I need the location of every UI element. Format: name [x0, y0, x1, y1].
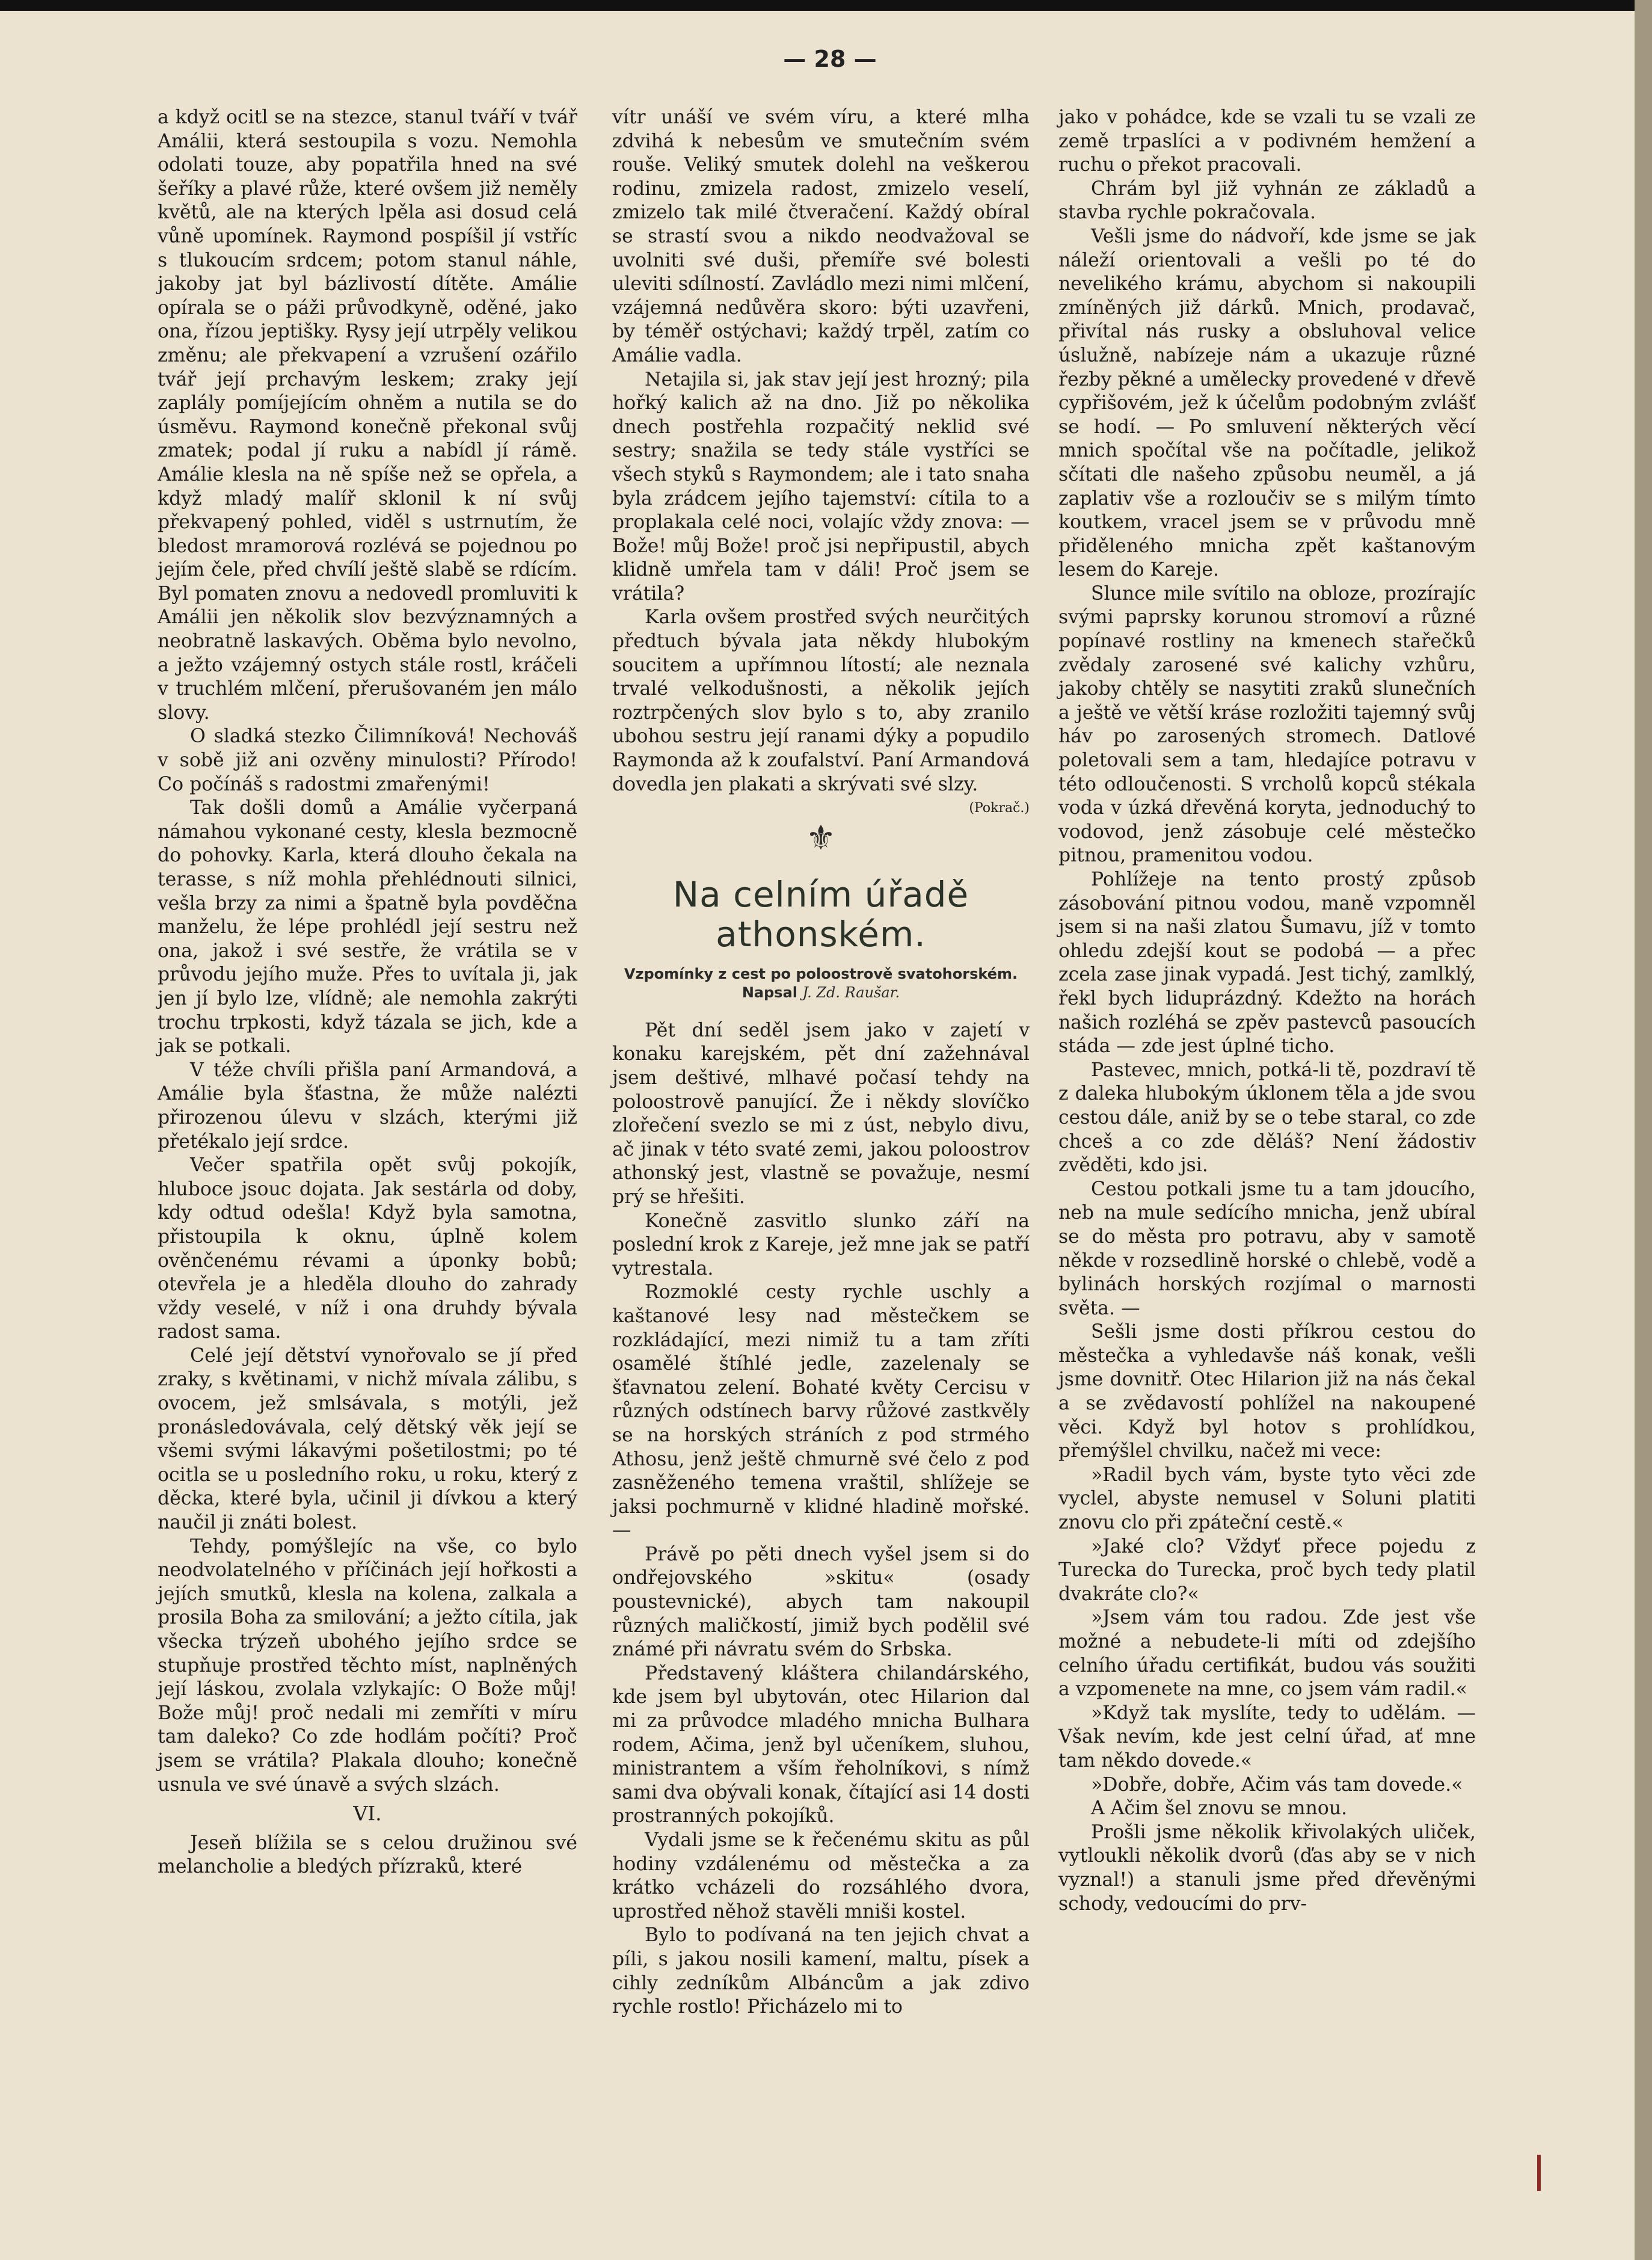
paragraph: Večer spatřila opět svůj pokojík, hluboce jsouc dojata. Jak sestárla od doby, kdy odtud odešla! Když byla samotna, přistoupila k oknu, úplně kolem ověnčenému révami a úponky bobů; otevřela je a hleděla dlouho do zahrady vždy veselé, v níž i ona druhdy bývala radost sama. — [158, 1154, 577, 1343]
scan-right-border — [1635, 0, 1652, 2260]
column-left — [158, 106, 577, 1879]
subtitle-text: Vzpomínky z cest po poloostrově svatohorském. Napsal — [624, 965, 1018, 1001]
paragraph: jako v pohádce, kde se vzali tu se vzali ze země trpaslíci a v podivném hemžení a ruchu o překot pracovali. — [1058, 106, 1476, 176]
author-name: J. Zd. Raušar. — [802, 984, 900, 1001]
paragraph: O sladká stezko Čilimníková! Nechováš v sobě již ani ozvěny minulosti? Přírodo! Co počínáš s radostmi zmařenými! — [158, 725, 577, 795]
paragraph: Bylo to podívaná na ten jejich chvat a píli, s jakou nosili kamení, maltu, písek a cihly zedníkům Albáncům a jak zdivo rychle rostlo! Přicházelo mi to — [612, 1924, 1030, 2018]
to-be-continued: (Pokrač.) — [969, 801, 1030, 816]
section-number: VI. — [353, 1802, 382, 1826]
paragraph: Celé její dětství vynořovalo se jí před zraky, s květinami, v nichž mívala zálibu, s ovocem, jež smlsávala, s motýli, jež pronásledovávala, celý dětský věk její se všemi svými lákavými pošetilostmi; po té ocitla se u posledního roku, u roku, který z děcka, které byla, učinil ji dívkou a který naučil ji znáti bolest. — [158, 1344, 577, 1534]
scan-blemish — [1537, 2155, 1541, 2191]
paragraph: Sešli jsme dosti příkrou cestou do městečka a vyhledavše náš konak, vešli jsme dovnitř. Otec Hilarion již na nás čekal a se zvědavostí pohlížel na nakoupené věci. Když byl hotov s prohlídkou, přemýšlel chvilku, načež mi vece: — [1058, 1321, 1476, 1462]
paragraph: Právě po pěti dnech vyšel jsem si do ondřejovského »skitu« (osady poustevnické), abych tam nakoupil různých maličkostí, jimiž bych podělil své známé při návratu svém do Srbska. — [612, 1543, 1030, 1661]
newspaper-page — [0, 11, 1635, 2260]
paragraph: Tehdy, pomýšlejíc na vše, co bylo neodvolatelného v příčinách její hořkosti a jejích smutků, klesla na kolena, zalkala a prosila Boha za smilování; a ježto cítila, jak všecka trýzeň ubohého jejího srdce se stupňuje prostřed těchto míst, naplněných její láskou, zvolala vzlykajíc: O Bože můj! Bože můj! proč nedali mi zemříti v míru tam daleko? Co zde hodlám počíti? Proč jsem se vrátila? Plakala dlouho; konečně usnula ve své únavě a svých slzách. — [158, 1535, 577, 1796]
fleuron-icon: ⚜ — [805, 819, 837, 858]
column-middle — [612, 106, 1030, 2019]
paragraph: Rozmoklé cesty rychle uschly a kaštanové lesy nad městečkem se rozkládající, mezi nimiž tu a tam zříti osamělé štíhlé jedle, zazelenaly se šťavnatou zelení. Bohaté květy Cercisu v různých odstínech barvy růžové zastkvěly se na horských stráních z pod strmého Athosu, jenž ještě chmurně své čelo z pod zasněženého temena vraštil, shlížeje se jaksi pochmurně v klidné hladině mořské. — — [612, 1281, 1030, 1542]
paragraph: »Jsem vám tou radou. Zde jest vše možné a nebudete-li míti od zdejšího celního úřadu certifikát, budou vás soužiti a vzpomenete na mne, co jsem vám radil.« — [1058, 1607, 1476, 1701]
paragraph: Slunce mile svítilo na obloze, prozírajíc svými paprsky korunou stromoví a různé popínavé rostliny na kmenech stařečků zvědaly zarosené své kalichy vzhůru, jakoby chtěly se nasytiti zraků slunečních a ještě ve větší kráse rozložiti tajemný svůj háv po zarosených stromech. Datlové poletovali sem a tam, hledajíce potravu v této odloučenosti. S vrcholů kopců stékala voda v úzká dřevěná koryta, jednoduchý to vodovod, jenž zásobuje celé městečko pitnou, pramenitou vodou. — [1058, 582, 1476, 867]
paragraph-text: Karla ovšem prostřed svých neurčitých předtuch bývala jata někdy hlubokým soucitem a upřímnou lítostí; ale neznala trvalé velkodušnosti, a několik jejích roztrpčených slov bylo s to, aby zranilo ubohou sestru její ranami dýky a popudilo Raymonda až k zoufalství. Paní Armandová dovedla jen plakati a skrývati své slzy. — [612, 606, 1030, 795]
paragraph: Pastevec, mnich, potká-li tě, pozdraví tě z daleka hlubokým úklonem těla a jde svou cestou dále, aniž by se o tebe staral, co zde chceš a co zde děláš? Není žádostiv zvěděti, kdo jsi. — [1058, 1059, 1476, 1177]
article-subtitle — [612, 965, 1030, 1002]
paragraph: »Radil bych vám, byste tyto věci zde vyclel, abyste nemusel v Soluni platiti znovu clo při zpáteční cestě.« — [1058, 1464, 1476, 1534]
paragraph: V téže chvíli přišla paní Armandová, a Amálie byla šťastna, že může nalézti přirozenou úlevu v slzách, kterými již přetékalo její srdce. — [158, 1059, 577, 1153]
paragraph: Cestou potkali jsme tu a tam jdoucího, neb na mule sedícího mnicha, jenž ubíral se do města pro potravu, aby v samotě někde v rozsedlině horské o chlebě, vodě a bylinách horských rozjímal o marnosti světa. — — [1058, 1178, 1476, 1319]
paragraph: Jeseň blížila se s celou družinou své melancholie a bledých přízraků, které — [158, 1832, 577, 1878]
scan-top-border — [0, 0, 1652, 11]
paragraph: »Když tak myslíte, tedy to udělám. — Však nevím, kde jest celní úřad, ať mne tam někdo dovede.« — [1058, 1702, 1476, 1772]
paragraph — [612, 606, 1030, 816]
paragraph: Vešli jsme do nádvoří, kde jsme se jak náleží orientovali a vešli po té do nevelikého krámu, abychom si nakoupili zmíněných již dárků. Mnich, prodavač, přivítal nás rusky a obsluhoval velice úslužně, nabízeje nám a ukazuje různé řezby pěkné a umělecky provedené v dřevě cypřišovém, jež k účelům podobným zvlášť se hodí. — Po smluvení některých věcí mnich spočítal vše na počítadle, jelikož sčítati dle našeho způsobu neuměl, a já zaplativ vše a rozloučiv se s milým tímto koutkem, vracel jsem se v průvodu mně přiděleného mnicha zpět kaštanovým lesem do Kareje. — [1058, 225, 1476, 581]
paragraph: »Dobře, dobře, Ačim vás tam dovede.« — [1091, 1773, 1463, 1796]
paragraph: Vydali jsme se k řečenému skitu as půl hodiny vzdálenému od městečka a za krátko vcházeli do rozsáhlého dvora, uprostřed něhož stavěli mniši kostel. — [612, 1829, 1030, 1923]
paragraph: Chrám byl již vyhnán ze základů a stavba rychle pokračovala. — [1058, 177, 1476, 224]
paragraph: A Ačim šel znovu se mnou. — [1091, 1797, 1348, 1820]
paragraph: Tak došli domů a Amálie vyčerpaná námahou vykonané cesty, klesla bezmocně do pohovky. Karla, která dlouho čekala na terasse, s níž mohla přehlédnouti silnici, vešla brzy za nimi a špatně byla povděčna manželu, že lépe prohlédl její sestru než ona, jakož i své sestře, že vrátila se v průvodu jejího muže. Přes to uvítala ji, jak jen jí bylo lze, vlídně; ale nemohla zakrýti trochu trpkosti, když tázala se jich, kde a jak se potkali. — [158, 797, 577, 1058]
paragraph: Netajila si, jak stav její jest hrozný; pila hořký kalich až na dno. Již po několika dnech postřehla rozpačitý neklid své sestry; snažila se tedy stále vystříci se všech styků s Raymondem; ale i tato snaha byla zrádcem jejího tajemství: cítila to a proplakala celé noci, volajíc vždy znova: — Bože! můj Bože! proč jsi nepřipustil, abych klidně umřela tam v dáli! Proč jsem se vrátila? — [612, 368, 1030, 605]
page-number: — 28 — — [783, 46, 877, 72]
paragraph: a když ocitl se na stezce, stanul tváří v tvář Amálii, která sestoupila s vozu. Nemohla odolati touze, aby popatřila hned na své šeříky a plavé růže, které ovšem již neměly květů, ale na kterých lpěla asi dosud celá vůně upomínek. Raymond pospíšil jí vstříc s tlukoucím srdcem; potom stanul náhle, jakoby jat byl bázlivostí dítěte. Amálie opírala se o páži průvodkyně, oděné, jako ona, řízou jeptišky. Rysy její utrpěly velikou změnu; ale překvapení a vzrušení ozářilo tvář její prchavým leskem; zraky její zaplály pomíjejícím ohněm a nutila se do úsměvu. Raymond konečně překonal svůj zmatek; podal jí ruku a nabídl jí rámě. Amálie klesla na ně spíše než se opřela, a když mladý malíř sklonil k ní svůj překvapený pohled, viděl s ustrnutím, že bledost mramorová rozlévá se pojednou po jejím čele, před chvílí ještě slabě se rdícím. Byl pomaten znovu a nedovedl promluviti k Amálii jen několik slov bezvýznamných a neobratně laskavých. Oběma bylo nevolno, a ježto vzájemný ostych stále rostl, kráčeli v truchlém mlčení, přerušovaném jen málo slovy. — [158, 106, 577, 724]
paragraph: »Jaké clo? Vždyť přece pojedu z Turecka do Turecka, proč bych tedy platil dvakráte clo?« — [1058, 1535, 1476, 1605]
paragraph: Pět dní seděl jsem jako v zajetí v konaku karejském, pět dní zažehnával jsem deštivé, mlhavé počasí tehdy na poloostrově panující. Že i někdy slovíčko zlořečení svezlo se mi z úst, nebylo divu, ač jinak v této svaté zemi, jakou poloostrov athonský jest, vlastně se považuje, nesmí prý se hřešiti. — [612, 1019, 1030, 1208]
article-title: Na celním úřadě athonském. — [672, 873, 969, 955]
paragraph: Prošli jsme několik křivolakých uliček, vytloukli několik dvorů (ďas aby se v nich vyznal!) a stanuli jsme před dřevěnými schody, vedoucími do prv- — [1058, 1821, 1476, 1915]
paragraph: Konečně zasvitlo slunko září na poslední krok z Kareje, jež mne jak se patří vytrestala. — [612, 1210, 1030, 1279]
column-right — [1058, 106, 1476, 1916]
paragraph: Představený kláštera chilandárského, kde jsem byl ubytován, otec Hilarion dal mi za průvodce mladého mnicha Bulhara rodem, Ačima, jenž byl učeníkem, sluhou, ministrantem a vším řeholníkovi, s nímž sami dva obývali konak, čítající asi 14 dosti prostranných pokojíků. — [612, 1662, 1030, 1827]
paragraph: vítr unáší ve svém víru, a které mlha zdvihá k nebesům ve smutečním svém rouše. Veliký smutek dolehl na veškerou rodinu, zmizela radost, zmizelo veselí, zmizelo tak milé čtveračení. Každý obíral se strastí svou a nikdo neodvažoval se uvolniti své duši, přemíře své bolesti uleviti sdílností. Zavládlo mezi nimi mlčení, vzájemná nedůvěra skoro: býti uzavřeni, by téměř ostýchavi; každý trpěl, zatím co Amálie vadla. — [612, 106, 1030, 366]
paragraph: Pohlížeje na tento prostý způsob zásobování pitnou vodou, maně vzpomněl jsem si na naši zlatou Šumavu, jíž v tomto ohledu zdejší kout se podobá — a přec zcela zase jinak vypadá. Jest tichý, zamlklý, řekl bych liduprázdný. Kdežto na horách našich rozléhá se zpěv pastevců pasoucích stáda — zde jest úplné ticho. — [1058, 869, 1476, 1058]
